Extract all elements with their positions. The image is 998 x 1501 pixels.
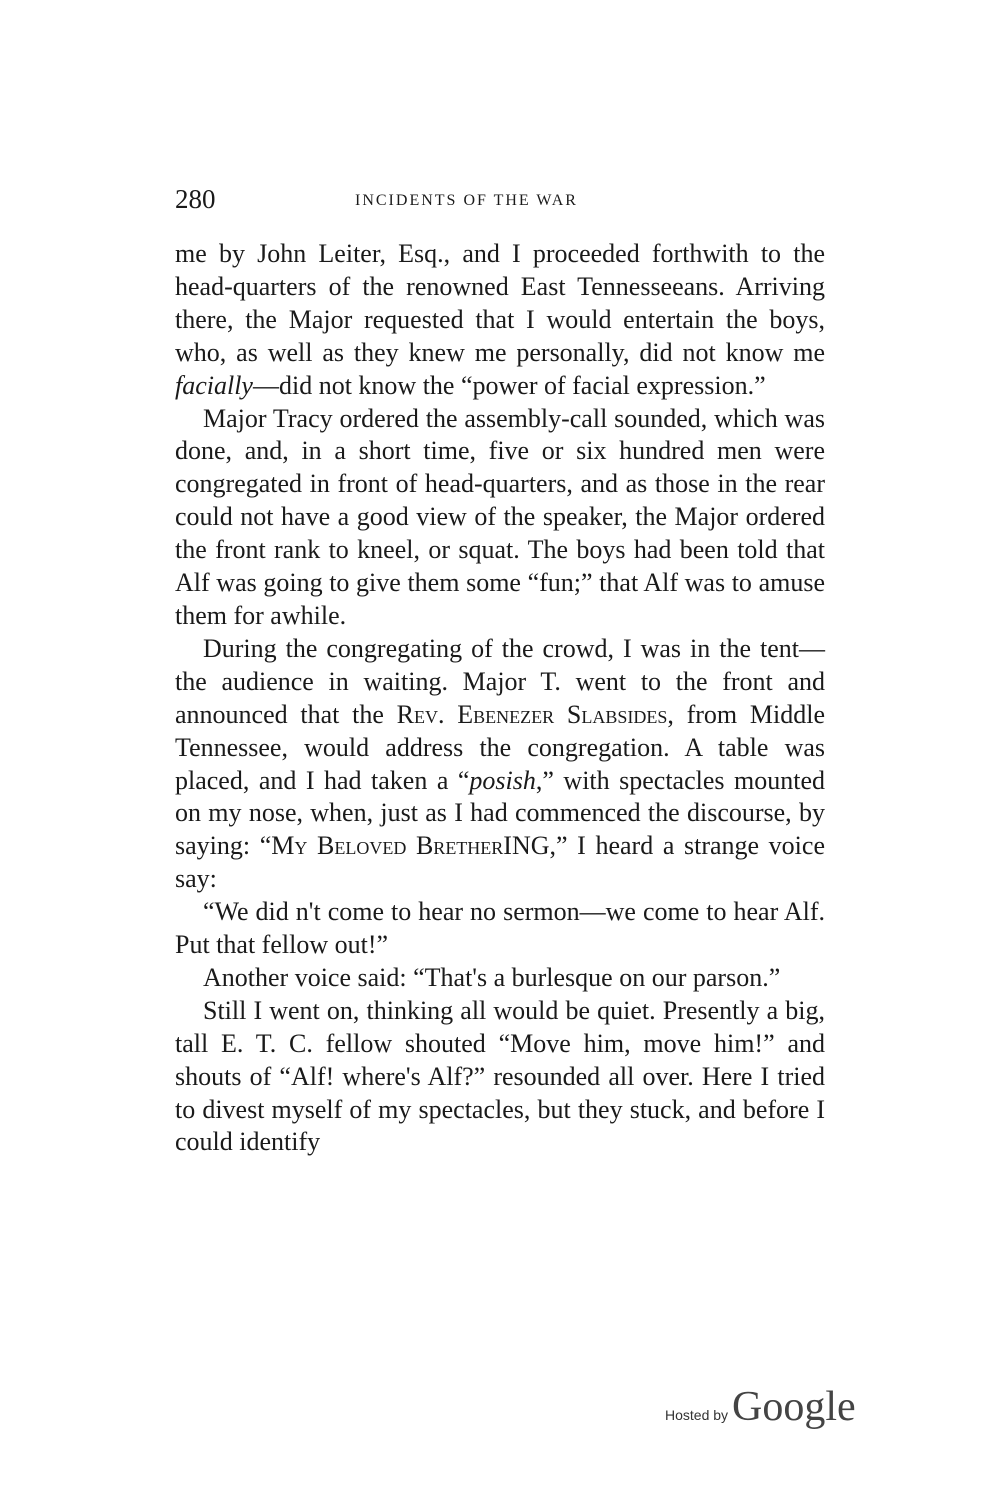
paragraph-1-text-a: me by John Leiter, Esq., and I proceeded forthwith to the head-quarters of the renowned East Tennesseeans. Arriving there, the Major requested that I would entertain the boys, who, as well as they knew me personally, did not know me xyxy=(175,239,825,367)
paragraph-2: Major Tracy ordered the assembly-call sounded, which was done, and, in a short time, five or six hundred men were congregated in front of head-quarters, and as those in the rear could not have a good view of the speaker, the Major ordered the front rank to kneel, or squat. The boys had been told that Alf was going to give them some “fun;” that Alf was to amuse them for awhile. xyxy=(175,403,825,630)
running-head: INCIDENTS OF THE WAR xyxy=(355,192,578,209)
paragraph-1-text-c: —did not know the “power of facial expression.” xyxy=(252,370,766,400)
page-number: 280 xyxy=(175,184,216,214)
paragraph-6: Still I went on, thinking all would be quiet. Presently a big, tall E. T. C. fellow shouted “Move him, move him!” and shouts of “Alf! where's Alf?” resounded all over. Here I tried to divest myself of my spectacles, but they stuck, and before I could identify xyxy=(175,995,825,1157)
paragraph-3-italic: posish xyxy=(469,765,536,795)
paragraph-3-text-a: During the congregating of the crowd, I was in the tent—the audience in waiting. Major T. went to the front and announced that the xyxy=(175,633,825,729)
paragraph-5: Another voice said: “That's a burlesque on our parson.” xyxy=(203,962,781,992)
paragraph-4: “We did n't come to hear no sermon—we come to hear Alf. Put that fellow out!” xyxy=(175,897,825,960)
paragraph-1-italic: facially xyxy=(175,370,253,400)
page-header xyxy=(175,184,825,220)
paragraph-3-text-g: ,” I heard a strange voice say: xyxy=(175,831,825,894)
hosted-by-google-watermark xyxy=(665,1383,856,1433)
paragraph-3-small-caps-greeting: My Beloved BretherING xyxy=(271,831,550,861)
paragraph-3-text-c: , from Middle Tennessee, would address the congregation. A table was placed, and I had taken a “ xyxy=(175,699,825,795)
paragraph-1 xyxy=(175,238,825,403)
paragraph-3-small-caps-name: Rev. Ebenezer Slabsides xyxy=(396,699,668,729)
google-logo: Google xyxy=(732,1384,856,1430)
paragraph-3 xyxy=(175,633,825,896)
hosted-by-label: Hosted by xyxy=(665,1407,729,1423)
body-text xyxy=(175,238,825,1159)
paragraph-3-text-e: ,” with spectacles mounted on my nose, when, just as I had commenced the discourse, by saying: “ xyxy=(175,765,825,861)
